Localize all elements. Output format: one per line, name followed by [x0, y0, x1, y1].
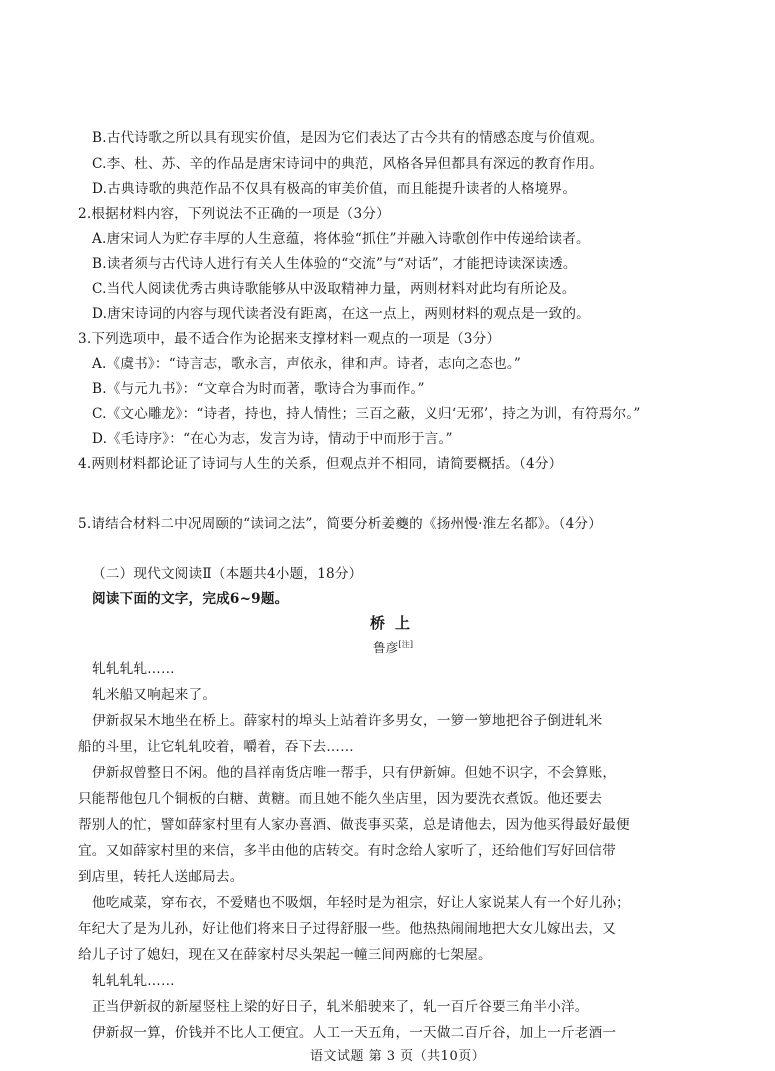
story-line: 船的斗里，让它轧轧咬着，嚼着，吞下去…… [78, 739, 354, 755]
story-line: 轧米船又响起来了。 [92, 687, 217, 703]
page-footer: 语文试题 第 3 页（共10页） [310, 1049, 486, 1064]
q4-text: 4.两则材料都论证了诗词与人生的关系，但观点并不相同，请简要概括。（4分） [78, 456, 563, 472]
q1-option-c: C.李、杜、苏、辛的作品是唐宋诗词中的典范，风格各异但都具有深远的教育作用。 [92, 156, 604, 172]
story-line: 伊新叔呆木地坐在桥上。薛家村的埠头上站着许多男女，一箩一箩地把谷子倒进轧米 [92, 713, 603, 729]
q5-text: 5.请结合材料二中况周颐的“读词之法”，简要分析姜夔的《扬州慢·淮左名都》。（4分） [78, 516, 603, 532]
q1-option-d: D.古典诗歌的典范作品不仅具有极高的审美价值，而且能提升读者的人格境界。 [92, 181, 577, 197]
story-line: 伊新叔曾整日不闲。他的昌祥南货店唯一帮手，只有伊新婶。但她不识字，不会算账， [92, 765, 617, 781]
story-line: 到店里，转托人送邮局去。 [78, 869, 244, 885]
q2-option-c: C.当代人阅读优秀古典诗歌能够从中汲取精神力量，两则材料对此均有所论及。 [92, 281, 576, 297]
story-line: 宜。又如薛家村里的来信，多半由他的店转交。有时念给人家听了，还给他们写好回信带 [78, 843, 616, 859]
story-line: 只能帮他包几个铜板的白糖、黄糖。而且她不能久坐店里，因为要洗衣煮饭。他还要去 [78, 791, 603, 807]
section-heading: （二）现代文阅读Ⅱ（本题共4小题，18分） [92, 566, 363, 582]
q3-option-a: A.《虞书》：“诗言志，歌永言，声依永，律和声。诗者，志向之态也。” [92, 356, 522, 372]
story-line: 年纪大了是为儿孙，好让他们将来日子过得舒服一些。他热热闹闹地把大女儿嫁出去，又 [78, 921, 616, 937]
story-line: 正当伊新叔的新屋竖柱上梁的好日子，轧米船驶来了，轧一百斤谷要三角半小洋。 [92, 999, 589, 1015]
story-line: 轧轧轧轧…… [92, 661, 175, 677]
story-line: 帮别人的忙，譬如薛家村里有人家办喜酒、做丧事买菜，总是请他去，因为他买得最好最便 [78, 817, 630, 833]
story-title: 桥上 [370, 614, 421, 632]
q1-option-b: B.古代诗歌之所以具有现实价值，是因为它们表达了古今共有的情感态度与价值观。 [92, 130, 604, 146]
section-instruction: 阅读下面的文字，完成6~9题。 [92, 591, 289, 607]
q3-option-c: C.《文心雕龙》：“诗者，持也，持人情性；三百之蔽，义归‘无邪’，持之为训，有符焉尔。” [92, 406, 641, 422]
story-line: 给儿子讨了媳妇，现在又在薛家村尽头架起一幢三间两廊的七架屋。 [78, 947, 492, 963]
q3-stem: 3.下列选项中，最不适合作为论据来支撑材料一观点的一项是（3分） [78, 331, 501, 347]
q3-option-d: D.《毛诗序》：“在心为志，发言为诗，情动于中而形于言。” [92, 431, 453, 447]
q3-option-b: B.《与元九书》：“文章合为时而著，歌诗合为事而作。” [92, 381, 425, 397]
author-note: [注] [398, 640, 414, 649]
q2-option-b: B.读者须与古代诗人进行有关人生体验的“交流”与“对话”，才能把诗读深读透。 [92, 256, 577, 272]
q2-option-d: D.唐宋诗词的内容与现代读者没有距离，在这一点上，两则材料的观点是一致的。 [92, 306, 590, 322]
story-author [373, 636, 413, 657]
q2-option-a: A.唐宋词人为贮存丰厚的人生意蕴，将体验“抓住”并融入诗歌创作中传递给读者。 [92, 231, 590, 247]
author-name: 鲁彦 [373, 640, 399, 656]
story-line: 轧轧轧轧…… [92, 973, 175, 989]
q2-stem: 2.根据材料内容，下列说法不正确的一项是（3分） [78, 206, 390, 222]
story-line: 伊新叔一算，价钱并不比人工便宜。人工一天五角，一天做二百斤谷，加上一斤老酒一 [92, 1025, 617, 1041]
story-line: 他吃咸菜，穿布衣，不爱赌也不吸烟，年轻时是为祖宗，好让人家说某人有一个好儿孙； [92, 895, 630, 911]
